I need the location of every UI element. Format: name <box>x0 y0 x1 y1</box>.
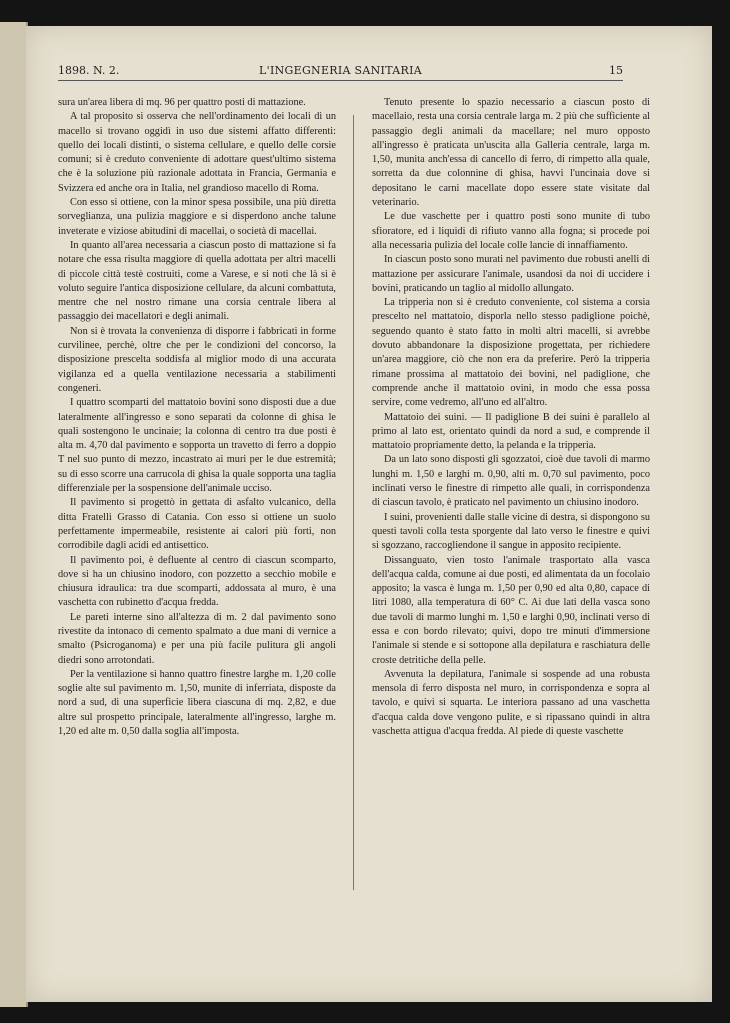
paragraph: I quattro scomparti del mattatoio bovini sono disposti due a due lateralmente all'ingresso e sono separati da colonne di ghisa le quali sostengono le uncinaie; la colonna di centro tra due posti è alta m. 4,70 dal pavimento e sopporta un travetto di ferro a doppio T nel suo punto di mezzo, incastrato ai muri per le due estremità; su di esso scorre una carrucola di ghisa la quale sopporta una taglia differenziale per la sospensione dell'animale ucciso. <box>58 397 336 495</box>
paragraph: Con esso si ottiene, con la minor spesa possibile, una più diretta sorveglianza, una pulizia maggiore e si disperdono anche talune inveterate e viziose abitudini di macellai, o società di macellai. <box>58 197 336 237</box>
paragraph: Il pavimento poi, è defluente al centro di ciascun scomparto, dove si ha un chiusino inodoro, con pozzetto a secchio mobile e chiusura idraulica: tra due scomparti, addossata al muro, è una vaschetta con rubinetto d'acqua fredda. <box>58 554 336 609</box>
paragraph: Tenuto presente lo spazio necessario a ciascun posto di macellaio, resta una corsia centrale larga m. 2 più che sufficiente al passaggio degli animali da macellare; nel muro opposto all'ingresso è praticata un'uscita alla Galleria centrale, larga m. 1,50, munita anch'essa di cancello di ferro, di rimpetto alla quale, sorretta da due colonnine di ghisa, havvi l'uncinaia dove si depositano le carni macellate dopo essere state visitate dal veterinario. <box>372 97 650 209</box>
paragraph: Da un lato sono disposti gli sgozzatoi, cioè due tavoli di marmo lunghi m. 1,50 e larghi m. 0,90, alti m. 0,70 sul pavimento, poco inclinati verso le finestre di rimpetto alle quali, in corrispondenza di ciascun tavolo, è praticato nel pavimento un chiusino inodoro. <box>372 454 650 509</box>
paragraph: A tal proposito si osserva che nell'ordinamento dei locali di un macello si trovano oggidì in uso due sistemi affatto differenti: quello dei locali distinti, o sistema cellulare, e quello delle corsie comuni; si è creduto conveniente di adottare quest'ultimo sistema che è la soluzione più razionale adottata in Francia, Germania e Svizzera ed anche ora in Italia, nel grandioso macello di Roma. <box>58 111 336 194</box>
issue-label: 1898. N. 2. <box>58 64 120 77</box>
paragraph: In quanto all'area necessaria a ciascun posto di mattazione si fa notare che essa risulta maggiore di quella adottata per altri macelli di piccole città testè costruiti, come a Varese, e si noti che là si è voluto seguire l'antica disposizione cellulare, da alcuni combattuta, mentre che nel nostro rimane una corsia centrale libera al passaggio dei macellatori e degli animali. <box>58 239 336 323</box>
paragraph: In ciascun posto sono murati nel pavimento due robusti anelli di mattazione per assicurare l'animale, usandosi da noi di uccidere i bovini, praticando un taglio al midollo allungato. <box>372 254 650 294</box>
paragraph: Avvenuta la depilatura, l'animale si sospende ad una robusta mensola di ferro disposta nel muro, in corrispondenza e sopra al tavolo, e quivi si squarta. Le interiora passano ad una vaschetta d'acqua calda dove vengono pulite, e si ripassano quindi in altra vaschetta attigua d'acqua fredda. Al piede di queste vaschette <box>372 668 650 738</box>
paragraph: Non si è trovata la convenienza di disporre i fabbricati in forme curvilinee, perchè, oltre che per le condizioni del concorso, la disposizione prescelta soddisfa al miglior modo di una accurata vigilanza ed a quella ventilazione necessaria a stabilimenti congeneri. <box>58 325 336 394</box>
journal-title: L'INGEGNERIA SANITARIA <box>259 64 422 77</box>
paragraph: Le pareti interne sino all'altezza di m. 2 dal pavimento sono rivestite da intonaco di cemento spalmato a due mani di vernice a smalto (Psicroganoma) e per una più facile pulitura gli angoli diedri sono arrotondati. <box>58 611 336 666</box>
paragraph: Dissanguato, vien tosto l'animale trasportato alla vasca dell'acqua calda, comune ai due posti, ed alimentata da un focolaio apposito; la vasca è lunga m. 1,50 per 0,90 ed alta 0,80, capace di litri 1080, alla temperatura di 60° C. Ai due lati della vasca sono due tavoli di marmo lunghi m. 1,50 e larghi 0,90, inclinati verso di essa e con bordo rilevato; quivi, dopo tre minuti d'immersione l'animale si stende e si sottopone alla depilatura e raschiatura delle croste detritiche della pelle. <box>372 554 650 666</box>
paragraph: Le due vaschette per i quattro posti sono munite di tubo sfioratore, ed i liquidi di rifiuto vanno alla fogna; si procede poi alla necessaria pulizia del locale colle lancie di innaffiamento. <box>372 211 650 251</box>
paragraph: Mattatoio dei suini. — Il padiglione B dei suini è parallelo al primo al lato est, orientato quindi da nord a sud, e comprende il mattatoio propriamente detto, la pelanda e la tripperia. <box>372 411 650 452</box>
left-column <box>58 96 336 739</box>
adjacent-page-edge <box>0 22 28 1007</box>
paragraph: Il pavimento si progettò in gettata di asfalto vulcanico, della ditta Fratelli Grasso di Catania. Con esso si ottiene un suolo perfettamente impermeabile, resistente ai calori più forti, non corrodibile dagli acidi ed antisettico. <box>58 497 336 552</box>
running-header <box>58 60 623 81</box>
page-number: 15 <box>609 64 623 77</box>
paragraph: I suini, provenienti dalle stalle vicine di destra, si dispongono su questi tavoli colla testa sporgente dal lato verso le finestre e quivi si sgozzano, raccogliendone il sangue in apposito recipiente. <box>372 511 650 552</box>
right-column <box>372 96 650 739</box>
paragraph: sura un'area libera di mq. 96 per quattro posti di mattazione. <box>58 97 306 108</box>
paragraph: Per la ventilazione si hanno quattro finestre larghe m. 1,20 colle soglie alte sul pavimento m. 1,50, munite di inferriata, disposte da nord a sud, di una superficie libera ciascuna di mq. 2,82, e due altre sul prospetto principale, lateralmente all'ingresso, larghe m. 1,20 ed alte m. 0,50 dalla soglia all'imposta. <box>58 668 336 738</box>
column-divider <box>353 115 354 890</box>
paragraph: La tripperia non si è creduto conveniente, col sistema a corsia prescelto nel mattatoio, disporla nello stesso padiglione poichè, seguendo quanto è stato fatto in molti altri macelli, si avrebbe dovuto abbandonare la disposizione progettata, per richiedere un'area maggiore, ciò che non era da preferire. Però la tripperia rimane prossima al mattatoio dei bovini, nel padiglione, che comprende anche il mattatoio ovini, in modo che essa possa servire, come vedremo, all'uno ed all'altro. <box>372 297 650 409</box>
